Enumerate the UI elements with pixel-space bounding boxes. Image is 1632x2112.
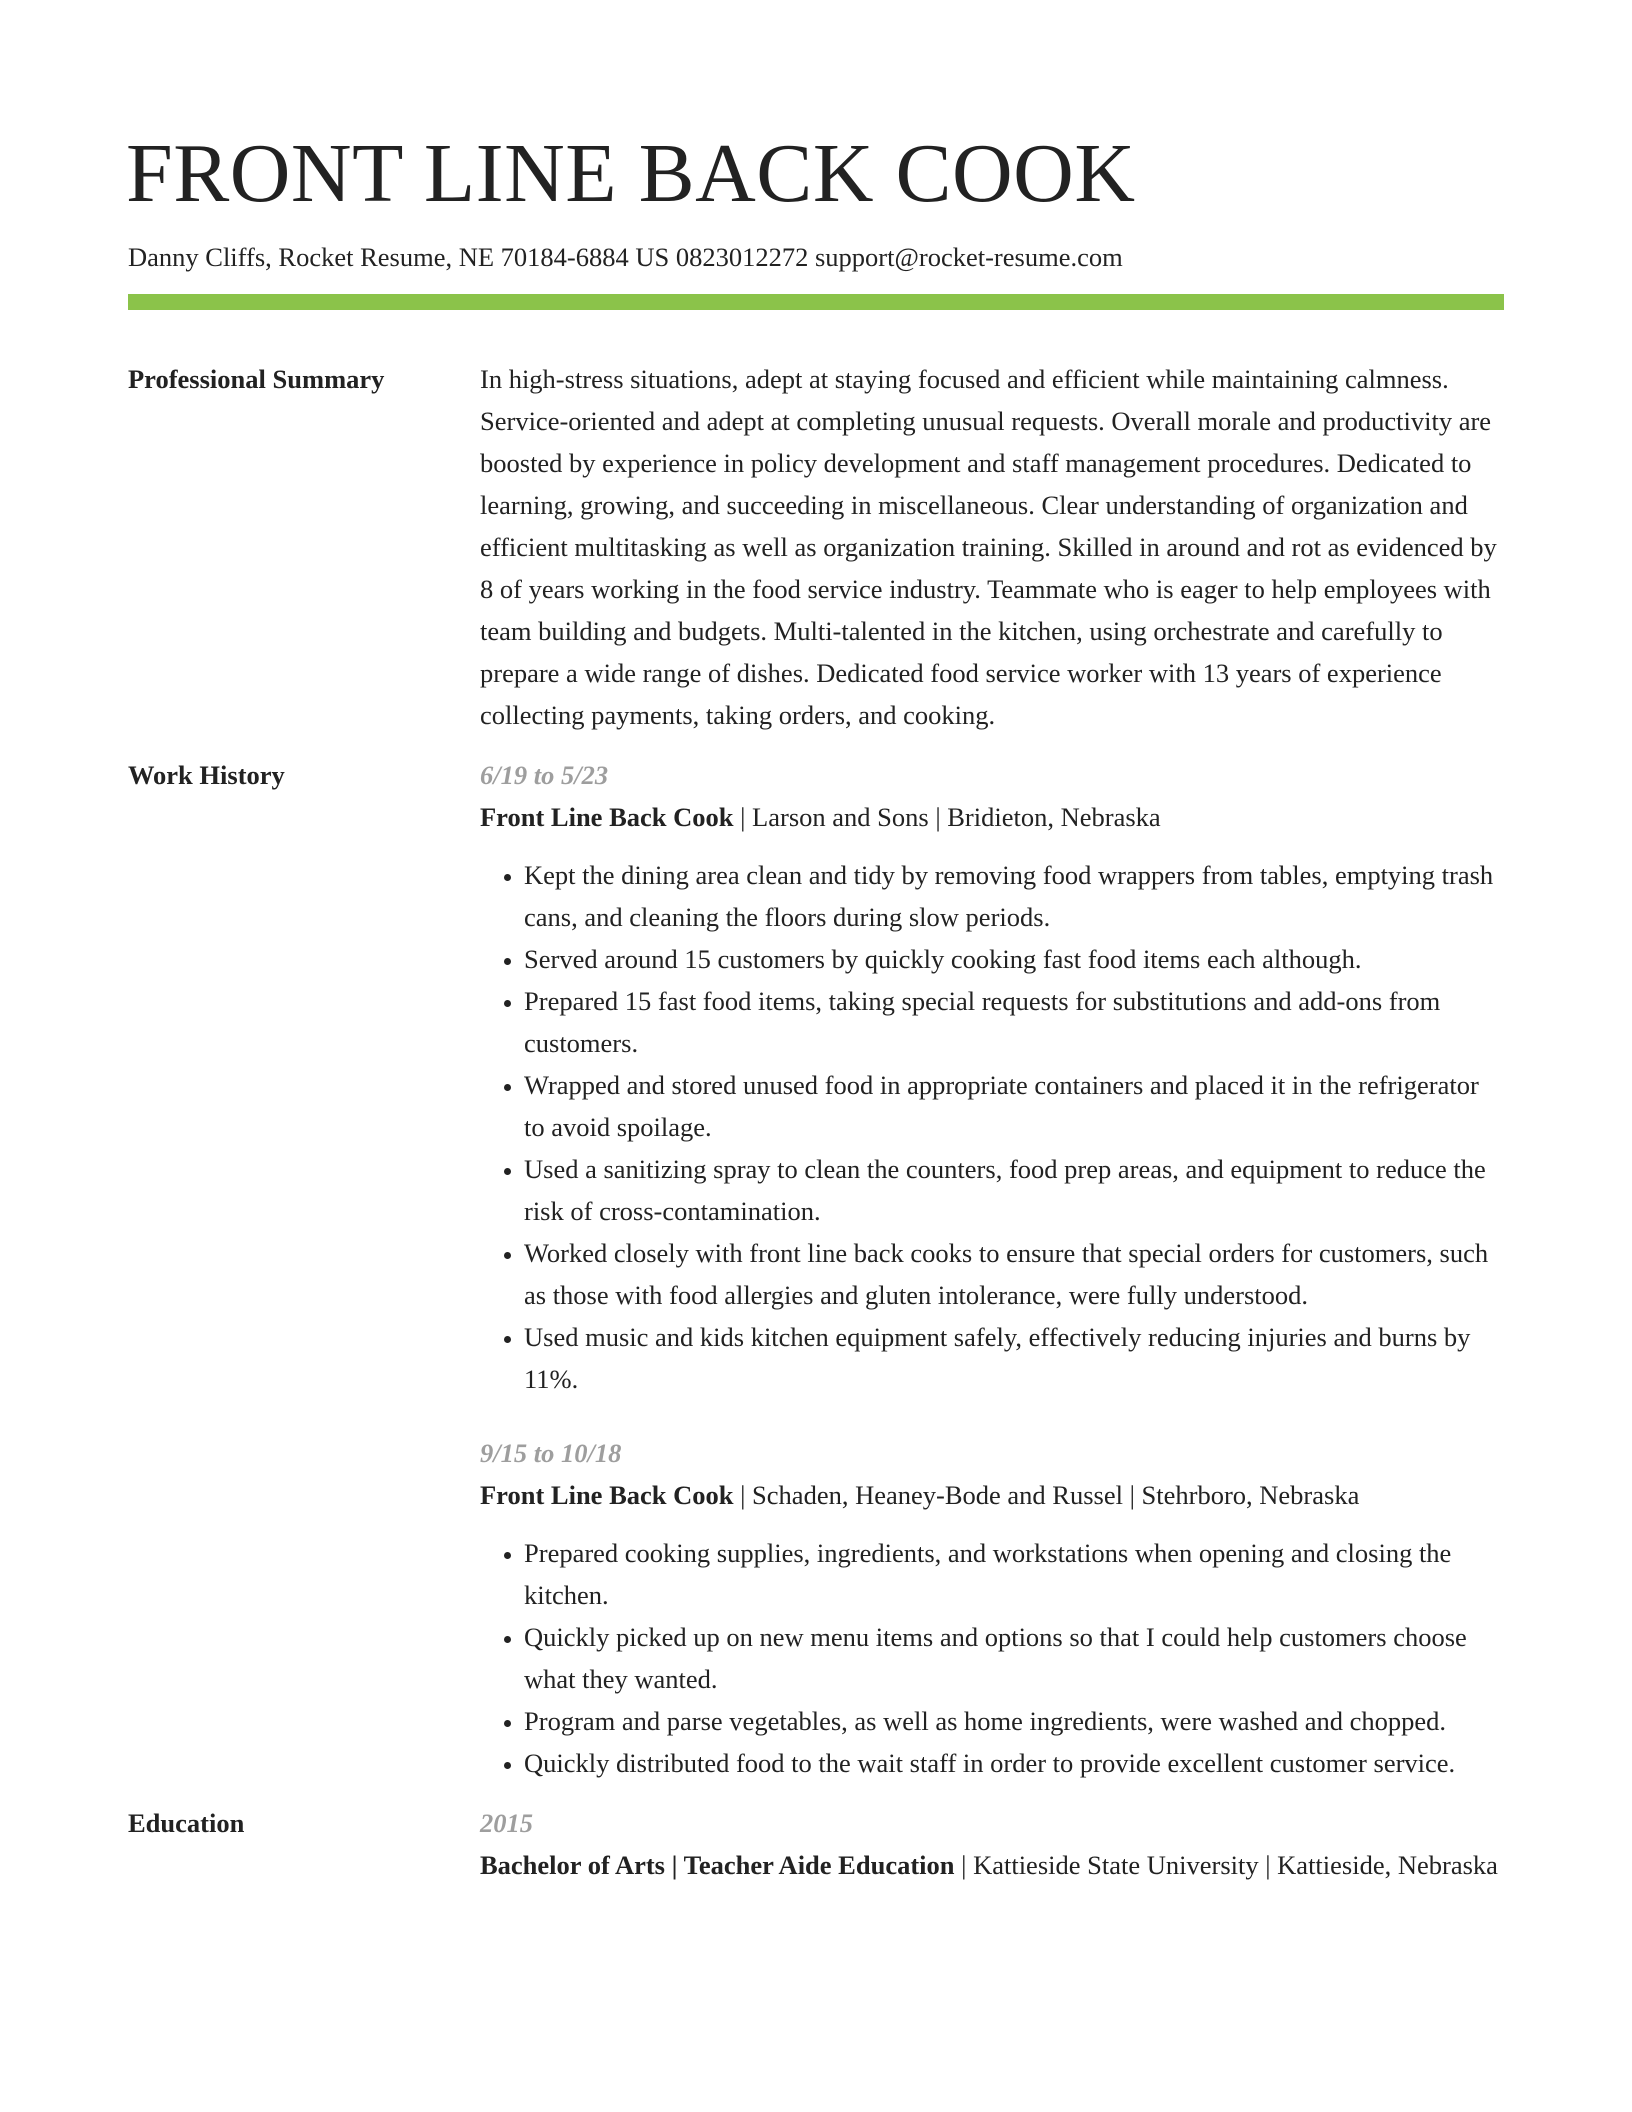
job-dates: 9/15 to 10/18 (480, 1438, 622, 1468)
job-dates: 6/19 to 5/23 (480, 760, 609, 790)
work-history-section (128, 756, 1504, 1784)
job-bullet: • Used a sanitizing spray to clean the counters, food prep areas, and equipment to reduce the risk of cross-contamination. (524, 1148, 1504, 1232)
job-employer-location: | Schaden, Heaney-Bode and Russel | Stehrboro, Nebraska (733, 1480, 1360, 1510)
section-label-summary: Professional Summary (128, 364, 385, 394)
education-heading (480, 1844, 1504, 1886)
job-title: Front Line Back Cook (480, 1480, 734, 1510)
job-title: Front Line Back Cook (480, 802, 734, 832)
education-section (128, 1804, 1504, 1886)
job-bullet: • Quickly picked up on new menu items and options so that I could help customers choose what they wanted. (524, 1616, 1504, 1700)
job-bullet: • Used music and kids kitchen equipment safely, effectively reducing injuries and burns by 11%. (524, 1316, 1504, 1400)
job-entry (480, 1432, 1504, 1784)
section-label-work-history: Work History (128, 760, 285, 790)
education-year: 2015 (480, 1808, 533, 1838)
contact-line: Danny Cliffs, Rocket Resume, NE 70184-6884 US 0823012272 support@rocket-resume.com (128, 242, 1123, 272)
job-bullet: • Served around 15 customers by quickly cooking fast food items each although. (524, 938, 1504, 980)
summary-body (480, 360, 1504, 736)
summary-section (128, 360, 1504, 736)
job-bullet: • Kept the dining area clean and tidy by removing food wrappers from tables, emptying trash cans, and cleaning the floors during slow periods. (524, 854, 1504, 938)
job-heading (480, 1474, 1504, 1516)
work-history-body (480, 756, 1504, 1784)
resume-title: FRONT LINE BACK COOK (126, 127, 1136, 220)
job-employer-location: | Larson and Sons | Bridieton, Nebraska (733, 802, 1161, 832)
degree-title: Bachelor of Arts | Teacher Aide Education (480, 1850, 955, 1880)
job-bullet: • Prepared cooking supplies, ingredients, and workstations when opening and closing the kitchen. (524, 1532, 1504, 1616)
job-bullet: • Wrapped and stored unused food in appropriate containers and placed it in the refrigerator to avoid spoilage. (524, 1064, 1504, 1148)
job-bullet: • Prepared 15 fast food items, taking special requests for substitutions and add-ons from customers. (524, 980, 1504, 1064)
resume-header (126, 127, 1504, 310)
accent-divider (128, 294, 1504, 310)
summary-text: In high-stress situations, adept at staying focused and efficient while maintaining calmness. Service-oriented and adept at completing unusual requests. Overall morale and productivity are boosted by experience in policy development and staff management procedures. Dedicated to learning, growing, and succeeding in miscellaneous. Clear understanding of organization and efficient multitasking as well as organization training. Skilled in around and rot as evidenced by 8 of years working in the food service industry. Teammate who is eager to help employees with team building and budgets. Multi-talented in the kitchen, using orchestrate and carefully to prepare a wide range of dishes. Dedicated food service worker with 13 years of experience collecting payments, taking orders, and cooking. (480, 364, 1497, 730)
education-body (480, 1804, 1504, 1886)
section-label-education: Education (128, 1808, 245, 1838)
job-bullet: • Program and parse vegetables, as well as home ingredients, were washed and chopped. (524, 1700, 1504, 1742)
job-bullet: • Quickly distributed food to the wait staff in order to provide excellent customer service. (524, 1742, 1504, 1784)
job-bullet: • Worked closely with front line back cooks to ensure that special orders for customers, such as those with food allergies and gluten intolerance, were fully understood. (524, 1232, 1504, 1316)
job-entry (480, 754, 1504, 1400)
job-heading (480, 796, 1504, 838)
job-bullet-list (480, 1532, 1504, 1784)
school-location: | Kattieside State University | Kattieside, Nebraska (954, 1850, 1498, 1880)
job-bullet-list (480, 854, 1504, 1400)
